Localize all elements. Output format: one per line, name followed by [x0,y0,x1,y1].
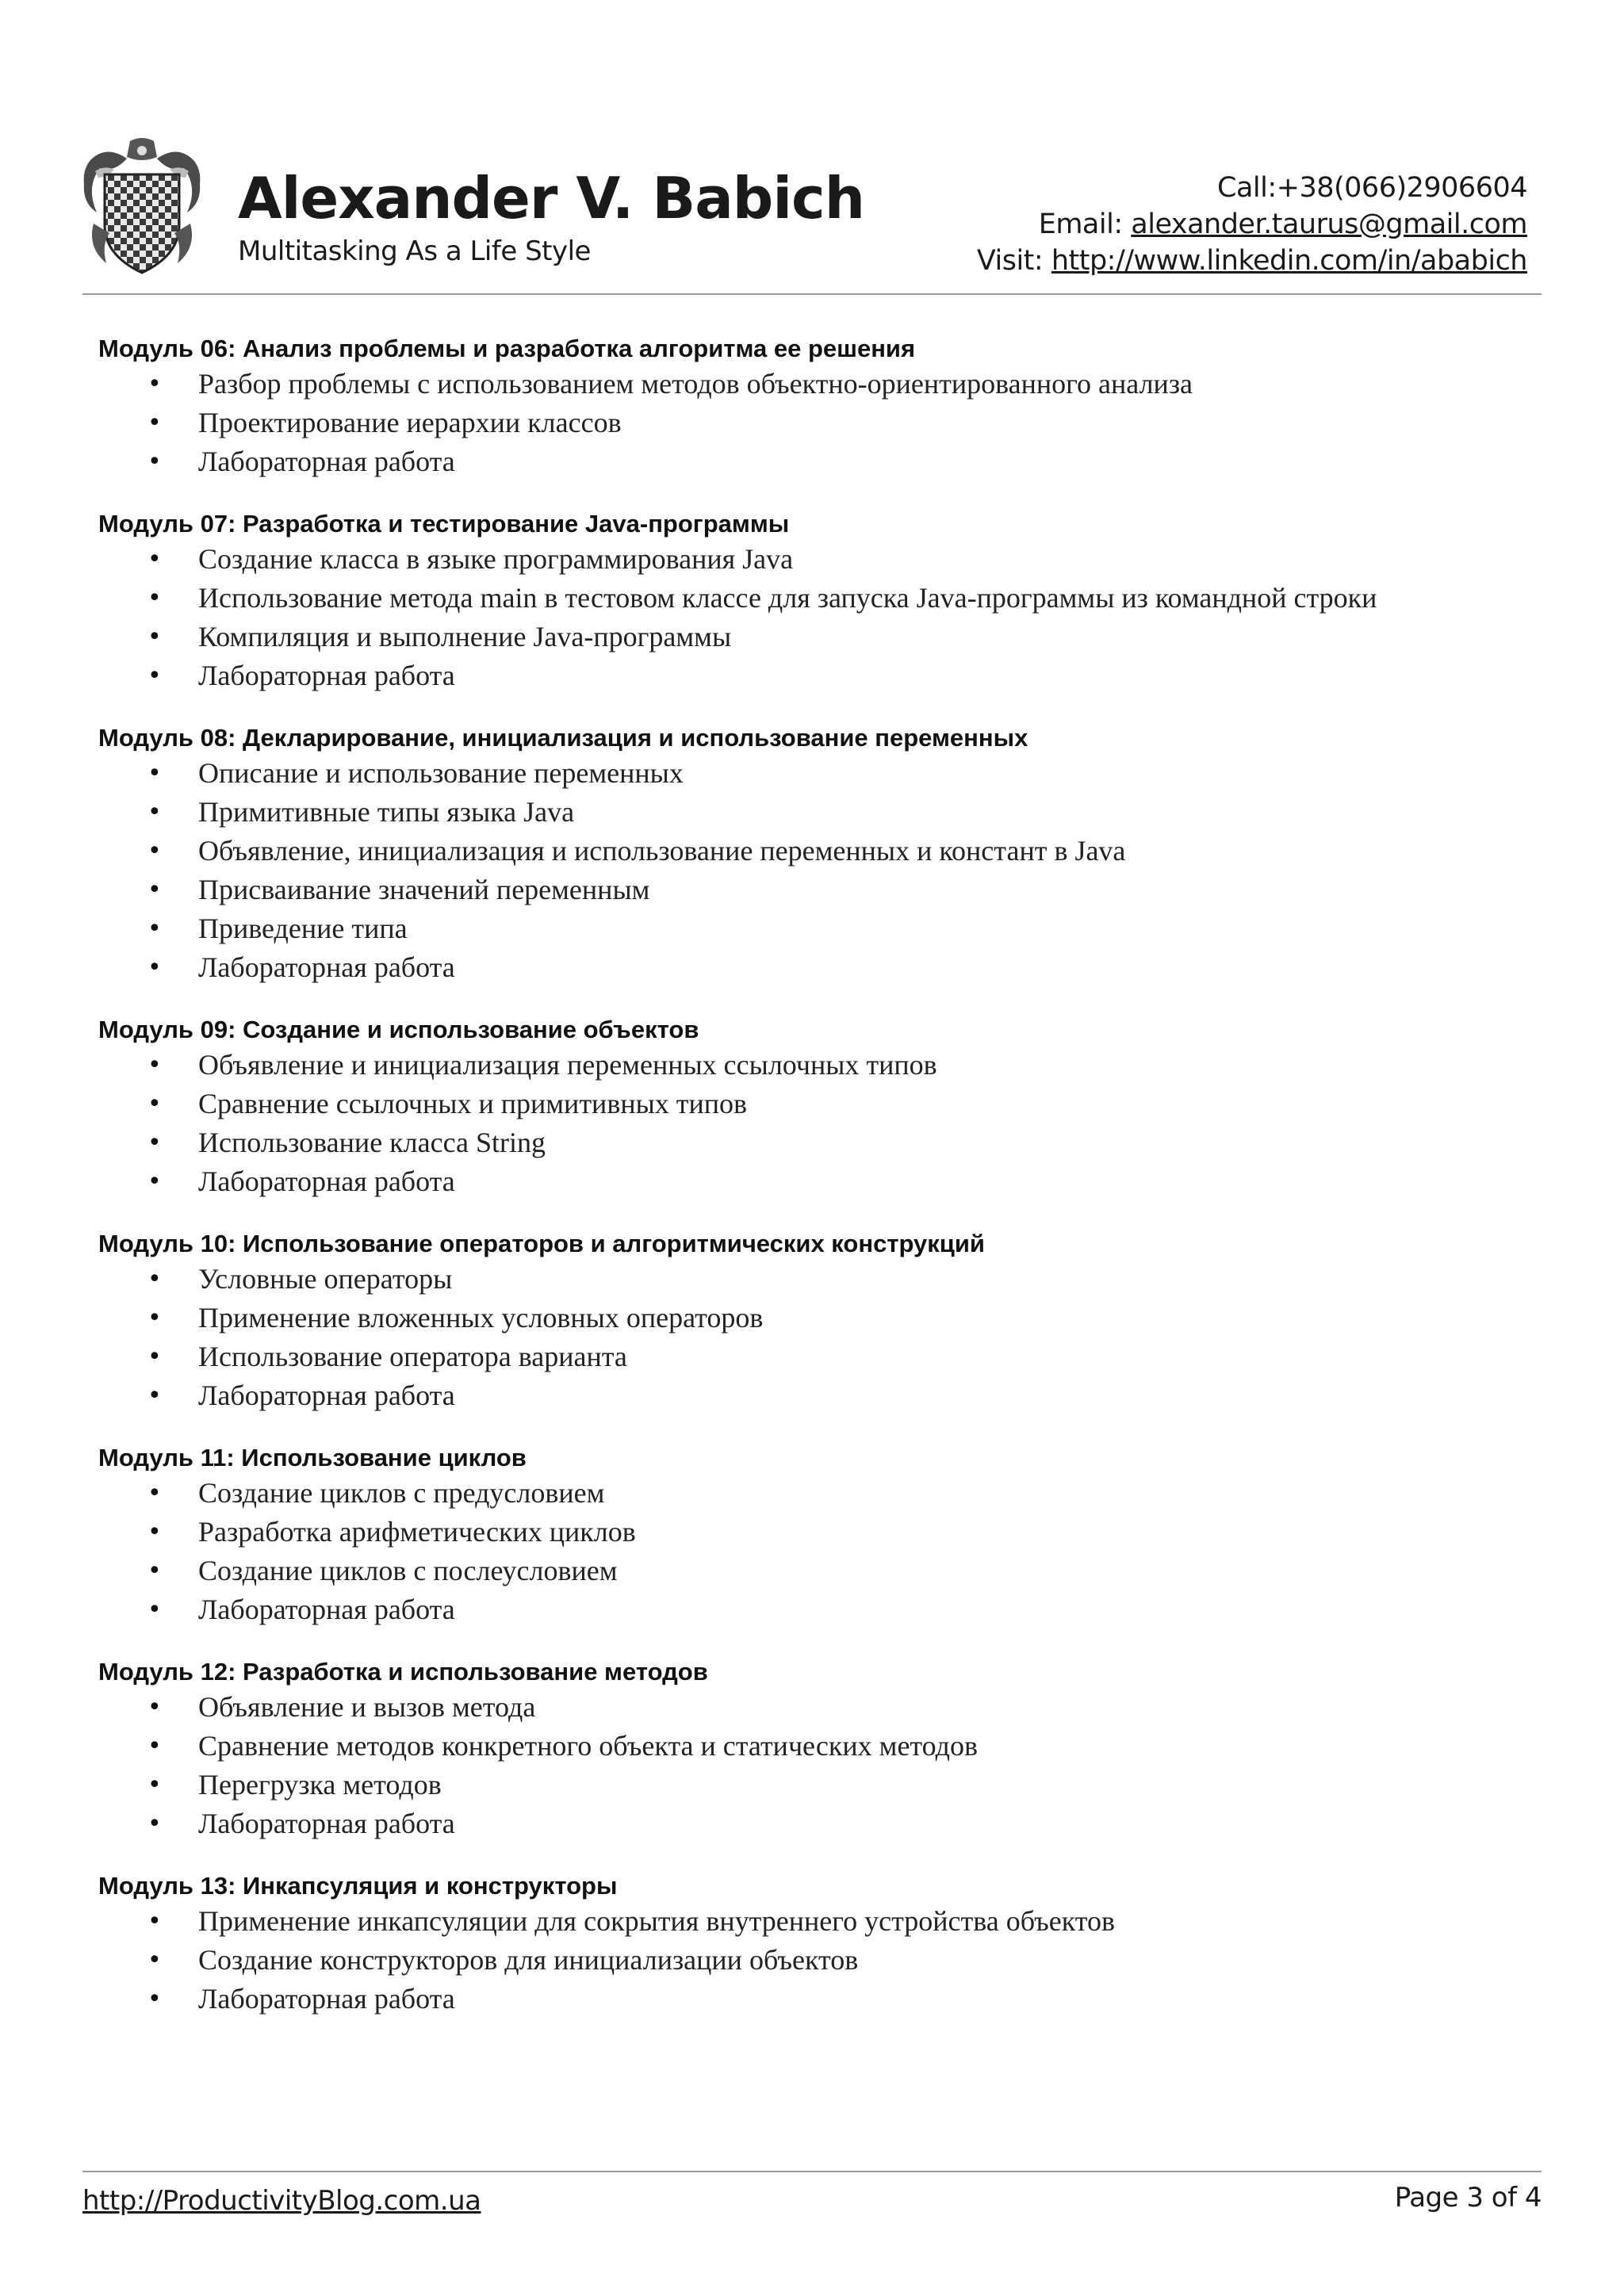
list-item: • Присваивание значений переменным [98,871,1542,909]
list-item: • Разбор проблемы с использованием методов объектно-ориентированного анализа [98,365,1542,404]
list-item: • Разработка арифметических циклов [98,1513,1542,1552]
module-title: Модуль 12: Разработка и использование методов [98,1658,708,1686]
list-item: • Приведение типа [98,909,1542,948]
contact-block [977,170,1527,279]
visit-label: Visit: [976,245,1044,277]
list-item: • Описание и использование переменных [98,754,1542,793]
list-item: • Лабораторная работа [98,1376,1542,1415]
module-title: Модуль 10: Использование операторов и алгоритмических конструкций [98,1230,985,1257]
list-item: • Проектирование иерархии классов [98,404,1542,442]
list-item: • Создание конструкторов для инициализации объектов [98,1941,1542,1980]
list-item: • Использование оператора варианта [98,1337,1542,1376]
author-tagline: Multitasking As a Life Style [238,235,591,267]
contact-call [977,170,1527,206]
list-item: • Лабораторная работа [98,1162,1542,1201]
list-item: • Лабораторная работа [98,442,1542,481]
call-value: +38(066)2906604 [1276,172,1527,204]
list-item: • Лабораторная работа [98,656,1542,695]
list-item: • Объявление и вызов метода [98,1688,1542,1727]
module-title: Модуль 06: Анализ проблемы и разработка алгоритма ее решения [98,335,916,362]
module-09 [98,1014,1542,1201]
module-13 [98,1870,1542,2019]
module-07 [98,508,1542,695]
list-item: • Лабораторная работа [98,948,1542,987]
blog-link[interactable]: http://ProductivityBlog.com.ua [82,2185,481,2217]
list-item: • Сравнение ссылочных и примитивных типов [98,1085,1542,1123]
module-12 [98,1656,1542,1843]
module-title: Модуль 07: Разработка и тестирование Java-программы [98,510,790,538]
list-item: • Компиляция и выполнение Java-программы [98,618,1542,656]
call-label: Call: [1217,172,1277,204]
list-item: • Применение инкапсуляции для сокрытия внутреннего устройства объектов [98,1902,1542,1941]
list-item: • Условные операторы [98,1260,1542,1299]
linkedin-link[interactable]: http://www.linkedin.com/in/ababich [1051,245,1527,277]
module-06 [98,333,1542,481]
contact-visit [977,243,1527,279]
list-item: • Применение вложенных условных операторов [98,1299,1542,1337]
module-10 [98,1228,1542,1415]
module-11 [98,1442,1542,1629]
list-item: • Объявление, инициализация и использование переменных и констант в Java [98,832,1542,871]
list-item: • Лабораторная работа [98,1590,1542,1629]
list-item: • Перегрузка методов [98,1766,1542,1804]
email-link[interactable]: alexander.taurus@gmail.com [1131,209,1527,240]
list-item: • Сравнение методов конкретного объекта и статических методов [98,1727,1542,1766]
module-title: Модуль 11: Использование циклов [98,1444,527,1471]
email-label: Email: [1038,209,1123,240]
page-number: Page 3 of 4 [1394,2182,1542,2214]
list-item: • Создание класса в языке программирования Java [98,540,1542,579]
header-divider [82,293,1542,295]
contact-email [977,206,1527,243]
list-item: • Использование метода main в тестовом классе для запуска Java-программы из командной строки [98,579,1542,618]
module-list [98,333,1542,2045]
list-item: • Лабораторная работа [98,1804,1542,1843]
list-item: • Использование класса String [98,1123,1542,1162]
list-item: • Создание циклов с послеусловием [98,1552,1542,1590]
author-name: Alexander V. Babich [238,165,864,232]
footer-divider [82,2171,1542,2172]
module-08 [98,722,1542,987]
module-title: Модуль 09: Создание и использование объектов [98,1016,699,1043]
list-item: • Примитивные типы языка Java [98,793,1542,832]
module-title: Модуль 08: Декларирование, инициализация и использование переменных [98,724,1028,752]
module-title: Модуль 13: Инкапсуляция и конструкторы [98,1872,618,1900]
list-item: • Лабораторная работа [98,1980,1542,2019]
coat-of-arms-icon [82,136,201,276]
list-item: • Создание циклов с предусловием [98,1474,1542,1513]
list-item: • Объявление и инициализация переменных ссылочных типов [98,1046,1542,1085]
